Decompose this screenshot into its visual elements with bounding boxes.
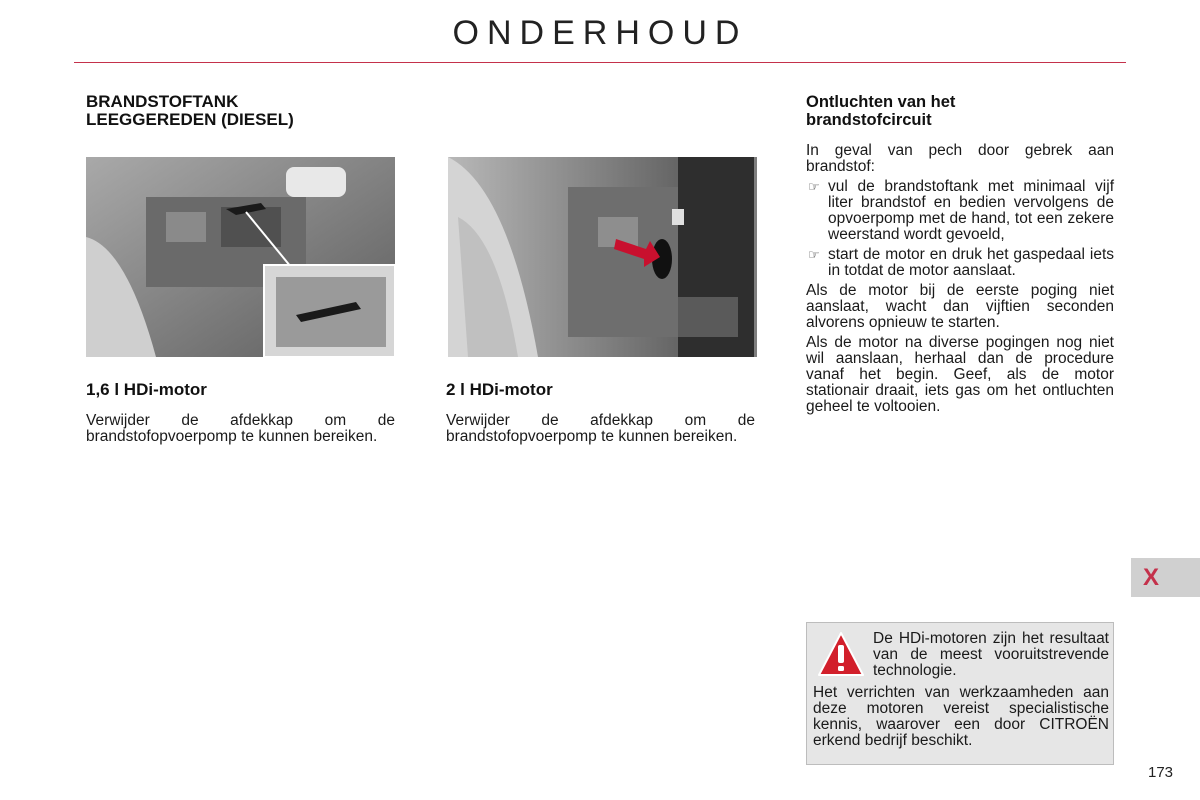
bleeding-paragraph-2: Als de motor na diverse pogingen nog niet wil aanslaan, herhaal dan de procedure vanaf het begin. Geef, als de motor stationair draait, iets gas om het ontluchten geheel te voltooien. — [806, 334, 1114, 415]
pointing-hand-icon: ☞ — [808, 247, 820, 262]
bleeding-paragraph-1: Als de motor bij de eerste poging niet aanslaat, wacht dan vijftien seconden alvorens opnieuw te starten. — [806, 282, 1114, 331]
bleeding-instructions — [806, 143, 1114, 419]
page-header-title: ONDERHOUD — [452, 14, 748, 52]
heading-1-6-hdi: 1,6 l HDi-motor — [86, 380, 207, 399]
text-2-hdi: Verwijder de afdekkap om de brandstofopvoerpomp te kunnen bereiken. — [446, 412, 755, 445]
text-1-6-hdi: Verwijder de afdekkap om de brandstofopvoerpomp te kunnen bereiken. — [86, 412, 395, 445]
bleeding-section-title — [806, 93, 1116, 129]
chapter-tab[interactable]: X — [1131, 558, 1200, 597]
section-title-line-2: LEEGGEREDEN (DIESEL) — [86, 110, 294, 129]
header-divider — [74, 62, 1126, 63]
bleeding-title-line-2: brandstofcircuit — [806, 111, 932, 129]
page-number: 173 — [1148, 764, 1174, 781]
warning-text-1: De HDi-motoren zijn het resultaat van de meest vooruitstrevende technologie. — [873, 630, 1109, 679]
bleeding-intro: In geval van pech door gebrek aan brandstof: — [806, 142, 1114, 175]
warning-box — [806, 622, 1114, 765]
engine-photo-1-6-hdi — [86, 157, 395, 357]
heading-2-hdi: 2 l HDi-motor — [446, 380, 553, 399]
section-title — [86, 93, 406, 129]
warning-text-2: Het verrichten van werkzaamheden aan deze motoren vereist specialistische kennis, waarover een door CITROËN erkend bedrijf beschikt. — [813, 684, 1109, 749]
engine-photo-2-hdi — [448, 157, 757, 357]
bullet-text: vul de brandstoftank met minimaal vijf liter brandstof en bedien vervolgens de opvoerpomp met de hand, tot een zekere weerstand wordt gevoeld, — [828, 178, 1114, 243]
bullet-item — [806, 247, 1114, 279]
section-title-line-1: BRANDSTOFTANK — [86, 92, 239, 111]
bleeding-title-line-1: Ontluchten van het — [806, 93, 956, 111]
pointing-hand-icon: ☞ — [808, 179, 820, 194]
warning-exclamation-icon — [817, 631, 865, 677]
bullet-item — [806, 179, 1114, 243]
bullet-text: start de motor en druk het gaspedaal iets in totdat de motor aanslaat. — [828, 246, 1114, 279]
